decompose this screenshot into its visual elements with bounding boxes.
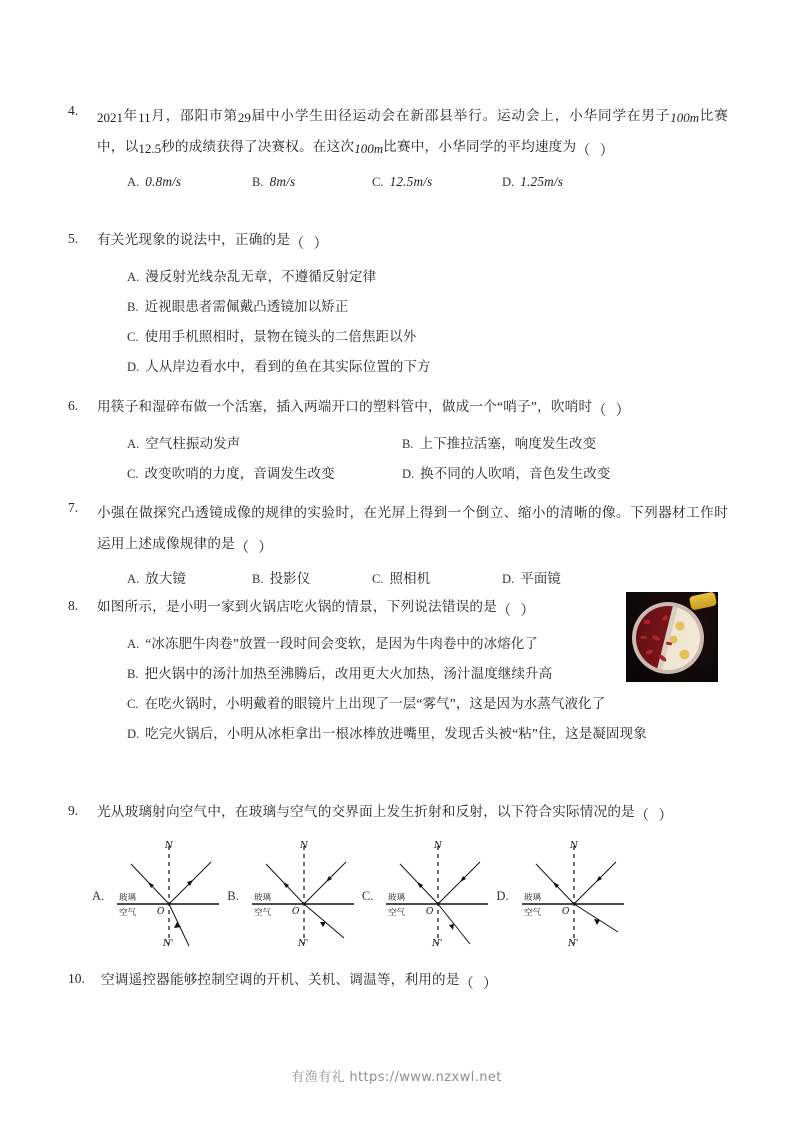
hotpot-figure — [626, 592, 718, 682]
option-c[interactable] — [127, 459, 402, 489]
option-text: 上下推拉活塞，响度发生改变 — [419, 436, 597, 451]
question-6 — [68, 395, 728, 489]
food-ball — [680, 650, 689, 659]
origin-label: O — [291, 907, 300, 917]
normal-bottom-label: N' — [432, 939, 443, 949]
optics-diagram-b — [242, 838, 362, 950]
optics-option-a[interactable] — [92, 838, 227, 950]
stem-part: 11 — [138, 110, 151, 125]
chili-flake — [661, 615, 668, 622]
answer-blank[interactable]: （ ） — [634, 809, 676, 824]
stem-text: 小强在做探究凸透镜成像的规律的实验时，在光屏上得到一个倒立、缩小的清晰的像。下列器材工作时运用上述成像规律的是 — [97, 505, 728, 551]
option-text: 换不同的人吹哨，音色发生改变 — [420, 466, 611, 481]
option-key: B. — [402, 437, 414, 451]
option-d[interactable] — [402, 459, 611, 489]
option-text: 吃完火锅后，小明从冰柜拿出一根冰棒放进嘴里，发现舌头被“粘”住，这是凝固现象 — [145, 726, 647, 741]
medium-lower-label: 空气 — [523, 908, 541, 918]
option-text: 近视眼患者需佩戴凸透镜加以矫正 — [144, 299, 349, 314]
option-d[interactable] — [502, 565, 561, 593]
options-group — [97, 629, 647, 749]
stem-part: 100m — [670, 110, 700, 125]
stem-part: 12.5 — [138, 141, 162, 156]
option-key: B. — [127, 300, 139, 314]
question-number: 6. — [68, 398, 79, 413]
optics-diagram-a — [107, 838, 227, 950]
option-key: C. — [127, 330, 139, 344]
option-text: 在吃火锅时，小明戴着的眼镜片上出现了一层“雾气”，这是因为水蒸气液化了 — [144, 696, 606, 711]
medium-upper-label: 玻璃 — [253, 893, 271, 903]
origin-label: O — [157, 907, 165, 917]
optics-diagram-d — [512, 838, 632, 950]
footer-brand: 有渔有礼 — [291, 1070, 345, 1085]
option-key: D. — [127, 360, 140, 374]
optics-diagram-row — [92, 838, 692, 950]
food-ball — [670, 636, 677, 643]
stem-text: 光从玻璃射向空气中，在玻璃与空气的交界面上发生折射和反射，以下符合实际情况的是 — [97, 804, 635, 819]
option-a[interactable] — [127, 168, 252, 196]
option-a[interactable] — [127, 262, 376, 292]
option-text: 12.5m/s — [389, 174, 433, 189]
stem-part: 100m — [354, 141, 384, 156]
reflected-ray — [574, 862, 616, 904]
option-b[interactable] — [127, 292, 348, 322]
option-key: A. — [127, 270, 140, 284]
option-b[interactable] — [252, 565, 372, 593]
stem-part: 比赛中，以 — [97, 108, 729, 154]
question-10 — [68, 968, 728, 993]
chili-flake — [652, 634, 661, 641]
normal-bottom-label: N' — [163, 939, 174, 949]
options-group — [97, 429, 728, 489]
optics-option-c[interactable] — [362, 838, 497, 950]
option-d[interactable] — [127, 352, 431, 382]
option-key: D. — [502, 175, 515, 189]
option-key: C. — [127, 467, 139, 481]
option-key: D. — [502, 572, 515, 586]
option-text: 照相机 — [389, 571, 431, 586]
optics-option-b[interactable] — [227, 838, 362, 950]
option-c[interactable] — [372, 168, 502, 196]
option-key: A. — [92, 888, 105, 903]
normal-top-label: N — [569, 841, 578, 851]
option-text: “冰冻肥牛肉卷”放置一段时间会变软，是因为牛肉卷中的冰熔化了 — [145, 636, 539, 651]
option-a[interactable] — [127, 565, 252, 593]
answer-blank[interactable]: （ ） — [497, 604, 538, 619]
stem-part: 年 — [123, 108, 139, 123]
medium-lower-label: 空气 — [388, 908, 406, 918]
question-stem — [97, 228, 728, 253]
option-c[interactable] — [127, 322, 416, 352]
option-text: 8m/s — [269, 174, 296, 189]
option-text: 1.25m/s — [520, 174, 564, 189]
option-key: C. — [127, 697, 139, 711]
normal-bottom-label: N' — [297, 939, 309, 949]
stem-part: 月，邵阳市第 — [150, 108, 238, 123]
answer-blank[interactable]: （ ） — [234, 541, 276, 556]
options-group — [97, 565, 728, 593]
option-key: D. — [402, 467, 415, 481]
answer-blank[interactable]: （ ） — [576, 144, 617, 159]
question-8 — [68, 595, 647, 749]
medium-lower-label: 空气 — [253, 908, 271, 918]
option-key: A. — [127, 175, 140, 189]
question-7 — [68, 497, 728, 593]
chili-flake — [640, 636, 647, 639]
stem-part: 秒的成绩获得了决赛权。在这次 — [161, 139, 355, 154]
refracted-arrow — [174, 922, 181, 928]
option-text: 漫反射光线杂乱无章，不遵循反射定律 — [145, 269, 377, 284]
refracted-arrow — [320, 922, 326, 927]
option-key: C. — [361, 888, 374, 903]
option-text: 把火锅中的汤汁加热至沸腾后，改用更大火加热，汤汁温度继续升高 — [144, 666, 553, 681]
medium-upper-label: 玻璃 — [119, 893, 137, 903]
option-c[interactable] — [372, 565, 502, 593]
option-text: 空气柱振动发声 — [145, 436, 241, 451]
options-group — [97, 262, 728, 382]
question-number: 7. — [68, 500, 79, 515]
question-stem — [101, 968, 728, 993]
option-d[interactable] — [127, 719, 647, 749]
option-key: B. — [227, 888, 239, 903]
footer-url: https://www.nzxwl.net — [349, 1070, 502, 1085]
question-number: 10. — [68, 971, 85, 986]
normal-top-label: N — [299, 841, 308, 851]
question-stem — [97, 800, 728, 825]
option-text: 平面镜 — [520, 571, 562, 586]
question-4 — [68, 100, 728, 196]
answer-blank[interactable]: （ ） — [592, 404, 633, 419]
question-stem — [97, 395, 728, 420]
origin-label: O — [426, 907, 434, 917]
pot-broth — [636, 606, 700, 670]
origin-label: O — [561, 907, 570, 917]
stem-part: 比赛中，小华同学的平均速度为 — [383, 139, 577, 154]
option-key: C. — [372, 175, 384, 189]
answer-blank[interactable]: （ ） — [459, 977, 501, 992]
option-text: 使用手机照相时，景物在镜头的二倍焦距以外 — [144, 329, 417, 344]
normal-top-label: N — [434, 841, 443, 851]
question-stem — [97, 595, 647, 620]
medium-upper-label: 玻璃 — [388, 893, 406, 903]
refracted-arrow — [594, 919, 600, 925]
refracted-arrow — [449, 924, 454, 930]
optics-option-d[interactable] — [496, 838, 631, 950]
chili-flake — [644, 620, 650, 624]
reflected-ray — [438, 862, 480, 904]
option-key: B. — [252, 175, 264, 189]
option-d[interactable] — [502, 168, 563, 196]
option-b[interactable] — [127, 659, 552, 689]
option-key: A. — [127, 437, 140, 451]
stem-text: 有关光现象的说法中，正确的是 — [97, 232, 291, 247]
option-text: 0.8m/s — [145, 174, 182, 189]
stem-part: 届中小学生田径运动会在新邵县举行。运动会上，小华同学在男子 — [250, 108, 671, 123]
stem-part: 29 — [237, 110, 251, 125]
option-text: 人从岸边看水中，看到的鱼在其实际位置的下方 — [145, 359, 431, 374]
question-stem — [97, 100, 728, 163]
medium-upper-label: 玻璃 — [523, 893, 541, 903]
refracted-ray — [304, 904, 344, 938]
option-b[interactable] — [402, 429, 596, 459]
option-key: A. — [127, 637, 140, 651]
question-5 — [68, 228, 728, 382]
refracted-ray — [574, 904, 618, 932]
option-key: A. — [127, 572, 140, 586]
option-c[interactable] — [127, 689, 605, 719]
options-group — [97, 168, 728, 196]
question-number: 8. — [68, 598, 79, 613]
question-9 — [68, 800, 728, 825]
answer-blank[interactable]: （ ） — [290, 237, 331, 252]
option-text: 改变吹哨的力度，音调发生改变 — [144, 466, 335, 481]
stem-text: 如图所示，是小明一家到火锅店吃火锅的情景，下列说法错误的是 — [97, 599, 498, 614]
chili-flake — [646, 649, 654, 655]
hotpot-image — [626, 592, 718, 682]
option-a[interactable] — [127, 429, 402, 459]
food-ball — [676, 622, 684, 630]
option-a[interactable] — [127, 629, 538, 659]
normal-bottom-label: N' — [567, 939, 578, 949]
option-b[interactable] — [252, 168, 372, 196]
reflected-ray — [304, 862, 346, 904]
option-key: B. — [127, 667, 139, 681]
hotpot-pot — [632, 602, 704, 674]
option-text: 投影仪 — [269, 571, 311, 586]
option-text: 放大镜 — [145, 571, 187, 586]
question-stem — [97, 497, 728, 560]
medium-lower-label: 空气 — [119, 908, 137, 918]
stem-text: 用筷子和湿碎布做一个活塞，插入两端开口的塑料管中，做成一个“哨子”，吹哨时 — [97, 399, 593, 414]
question-number: 5. — [68, 231, 79, 246]
option-key: B. — [252, 572, 264, 586]
normal-top-label: N — [165, 841, 174, 851]
option-key: C. — [372, 572, 384, 586]
footer-watermark — [0, 1066, 793, 1085]
question-number: 9. — [68, 803, 79, 818]
option-key: D. — [496, 888, 509, 903]
question-number: 4. — [68, 103, 79, 118]
optics-diagram-c — [376, 838, 496, 950]
option-key: D. — [127, 727, 140, 741]
stem-text: 空调遥控器能够控制空调的开机、关机、调温等，利用的是 — [101, 972, 460, 987]
stem-part: 2021 — [97, 110, 123, 125]
